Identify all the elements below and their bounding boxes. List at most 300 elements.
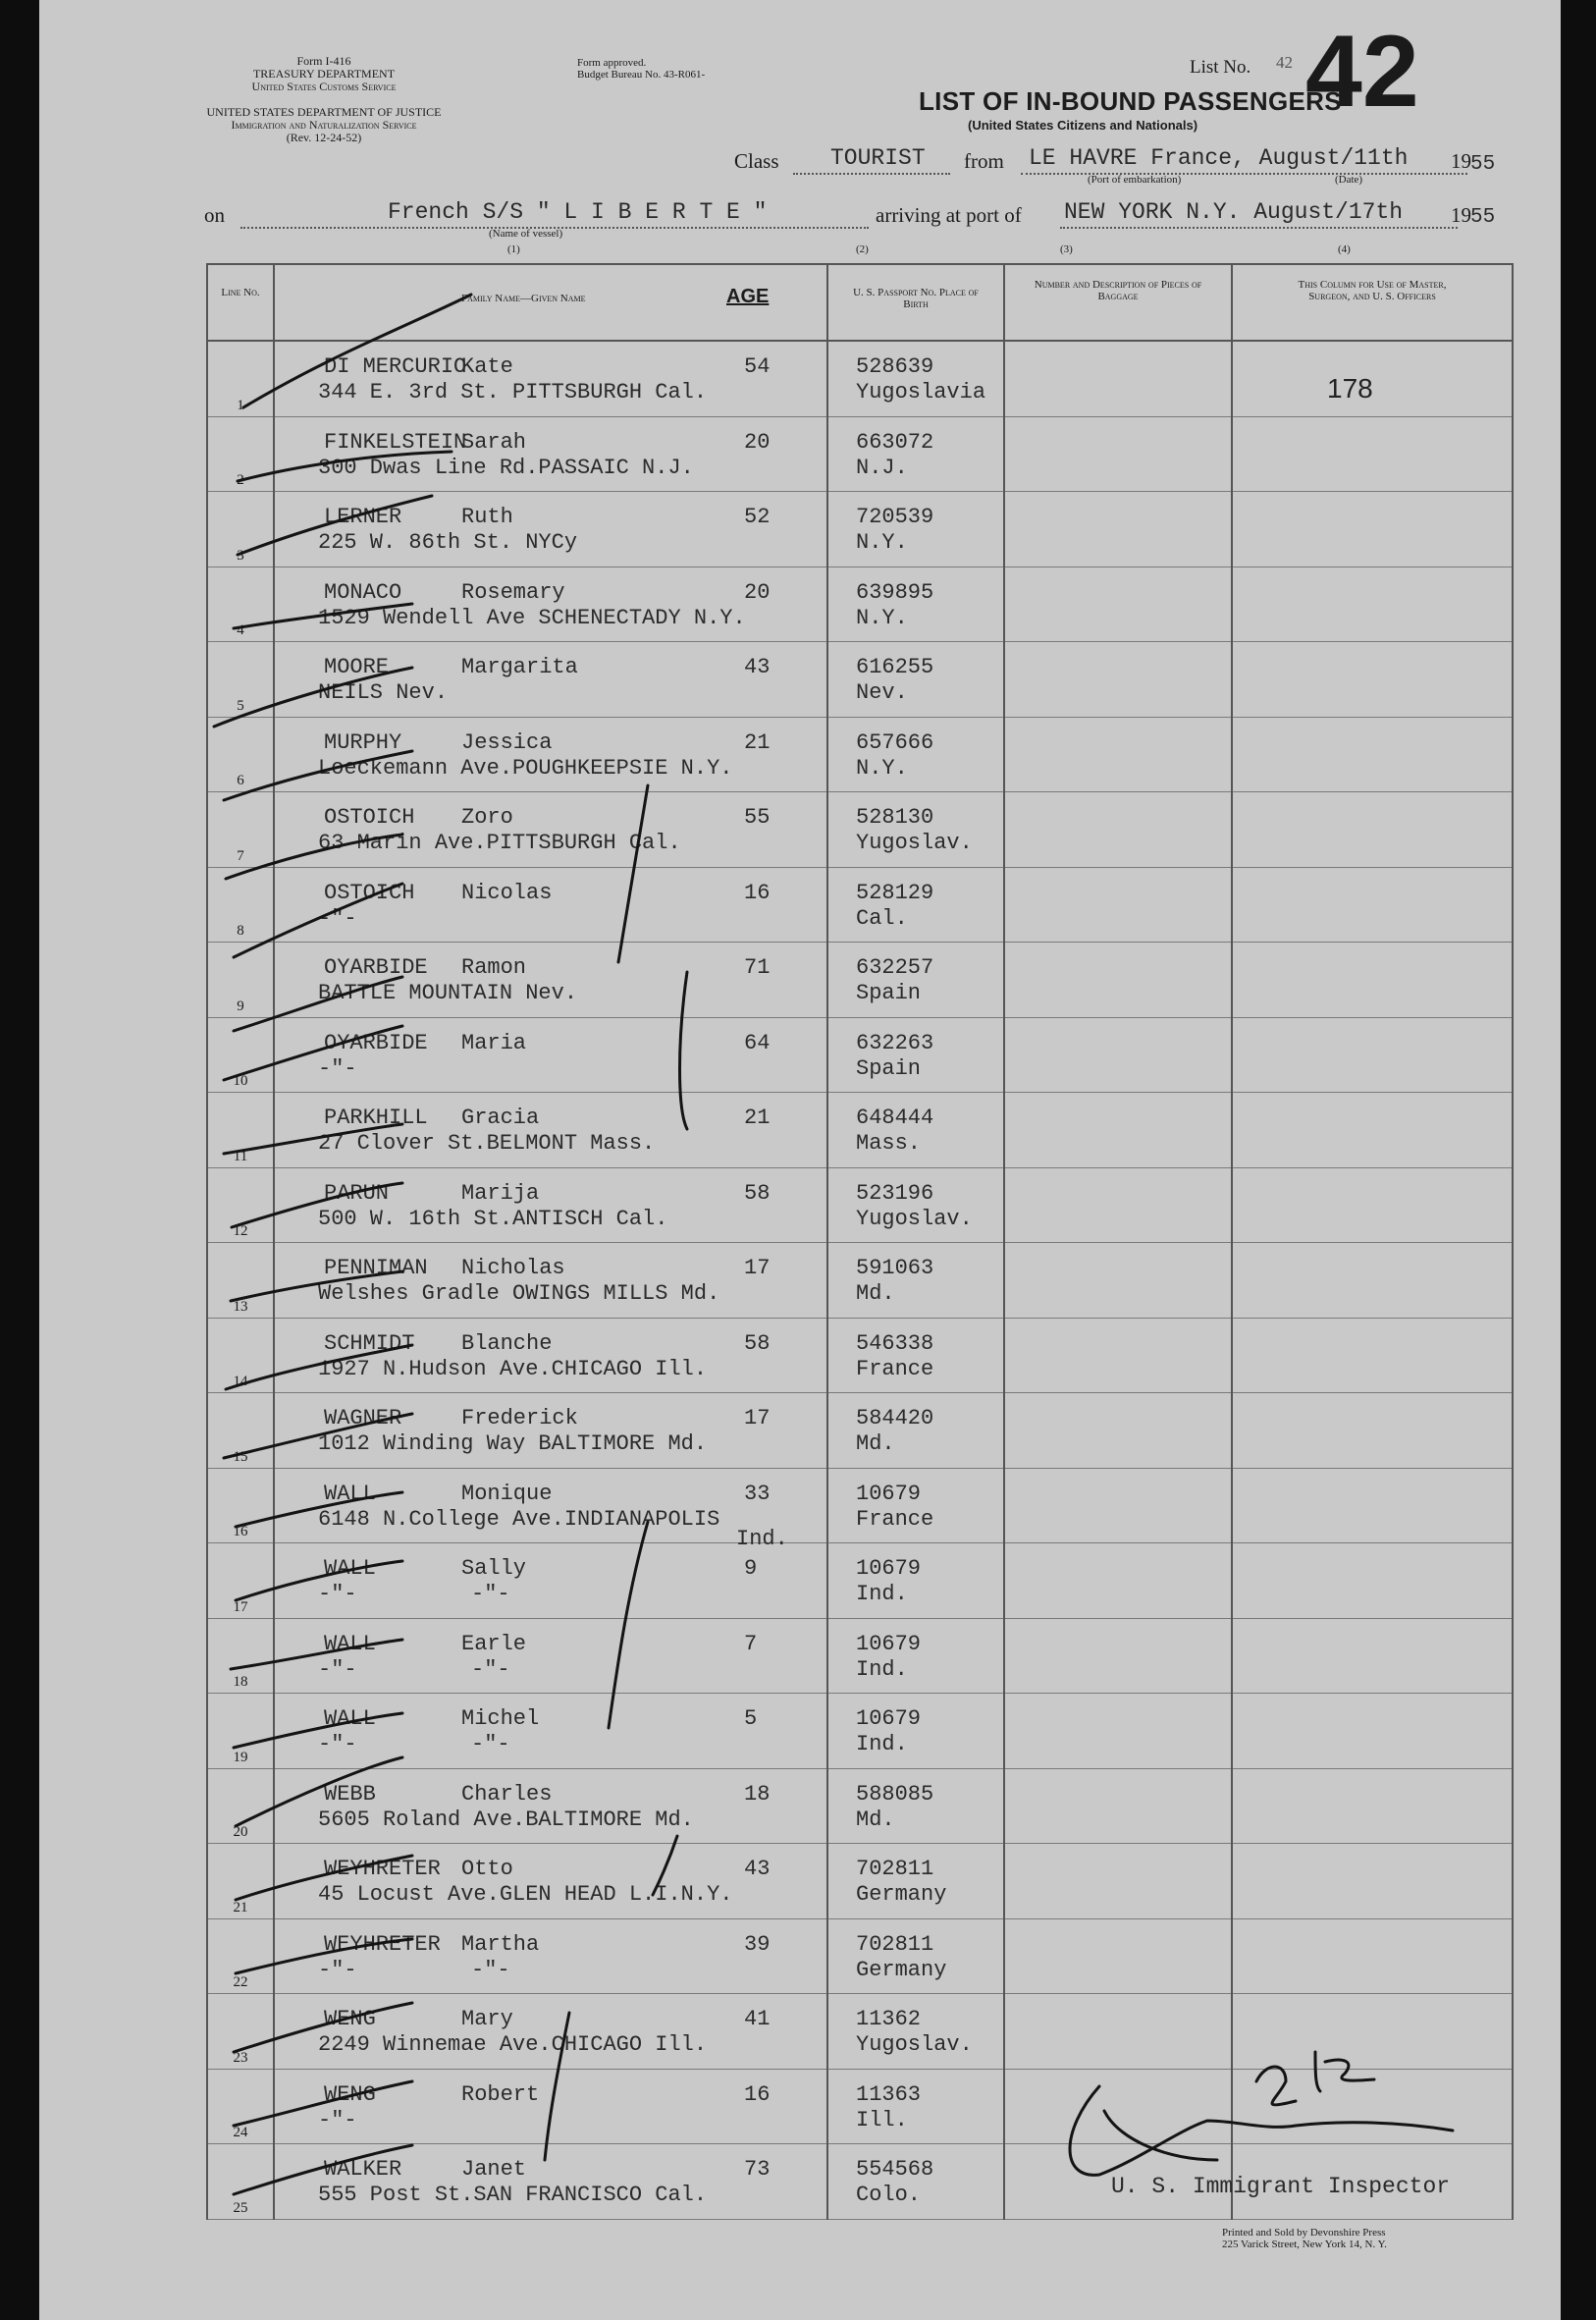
- baggage-cell: [1004, 416, 1232, 492]
- age: 43: [744, 655, 771, 679]
- date-note: (Date): [1335, 174, 1363, 186]
- age: 73: [744, 2157, 771, 2182]
- baggage-cell: [1004, 492, 1232, 567]
- form-number: Form I-416: [296, 54, 351, 68]
- table-row: [207, 1318, 1513, 1393]
- officers-cell: [1232, 1844, 1513, 1919]
- form-identifiers: [196, 55, 452, 93]
- table-row: [207, 1694, 1513, 1769]
- family-name: OYARBIDE: [324, 1030, 428, 1055]
- address: 45 Locust Ave.GLEN HEAD L.I.N.Y.: [318, 1882, 733, 1907]
- name-cell: [274, 1994, 827, 2070]
- page-subtitle: (United States Citizens and Nationals): [968, 118, 1198, 133]
- line-number: 23: [233, 2049, 248, 2066]
- address: -"-: [318, 905, 357, 931]
- passport-number: 528130: [856, 805, 934, 830]
- passport-number: 663072: [856, 429, 934, 455]
- place-of-birth: Ind.: [856, 1582, 908, 1606]
- family-name: WALKER: [324, 2157, 402, 2182]
- line-number: 4: [237, 622, 244, 638]
- line-number-cell: [207, 1918, 274, 1994]
- place-of-birth: Yugoslav.: [856, 831, 973, 855]
- inspector-title: U. S. Immigrant Inspector: [1111, 2174, 1451, 2199]
- year-value-2: 55: [1470, 206, 1496, 229]
- line-number-cell: [207, 867, 274, 943]
- passport-cell: [827, 2144, 1004, 2220]
- arrival-value: NEW YORK N.Y. August/17th: [1064, 199, 1404, 225]
- from-value: LE HAVRE France, August/11th: [1029, 145, 1409, 171]
- place-of-birth: Mass.: [856, 1131, 922, 1156]
- line-number: 3: [237, 547, 244, 564]
- officers-header-text: This Column for Use of Master, Surgeon, and U. S. Officers: [1298, 279, 1447, 302]
- given-name: Kate: [461, 354, 513, 379]
- passport-number: 528639: [856, 354, 934, 379]
- line-number: 14: [233, 1374, 248, 1389]
- name-cell: [274, 1768, 827, 1844]
- name-cell: [274, 642, 827, 718]
- place-of-birth: Md.: [856, 1431, 895, 1456]
- line-number-cell: [207, 1093, 274, 1168]
- port-embark-note: (Port of embarkation): [1088, 174, 1182, 186]
- baggage-cell: [1004, 341, 1232, 416]
- year-value-1: 55: [1470, 153, 1496, 176]
- officers-cell: [1232, 717, 1513, 792]
- passport-cell: [827, 2069, 1004, 2144]
- name-cell: [274, 1243, 827, 1319]
- family-name: PENNIMAN: [324, 1256, 428, 1280]
- line-number: 20: [233, 1824, 248, 1840]
- place-of-birth: N.Y.: [856, 530, 908, 555]
- passport-cell: [827, 492, 1004, 567]
- line-number: 9: [237, 998, 244, 1014]
- line-number: 24: [233, 2125, 248, 2140]
- age: 20: [744, 579, 771, 605]
- line-number-cell: [207, 416, 274, 492]
- address: 5605 Roland Ave.BALTIMORE Md.: [318, 1807, 694, 1832]
- list-no-label: List No.: [1190, 57, 1251, 78]
- line-number: 22: [233, 1974, 248, 1990]
- baggage-cell: [1004, 1844, 1232, 1919]
- line-number-cell: [207, 2069, 274, 2144]
- given-name: Rosemary: [461, 579, 565, 605]
- name-cell: [274, 492, 827, 567]
- family-name: WALL: [324, 1556, 376, 1581]
- passport-cell: [827, 792, 1004, 868]
- address: 225 W. 86th St. NYCy: [318, 530, 578, 555]
- address: 344 E. 3rd St. PITTSBURGH Cal.: [318, 380, 708, 405]
- passport-cell: [827, 1844, 1004, 1919]
- officers-cell: [1232, 1994, 1513, 2070]
- officers-cell: [1232, 642, 1513, 718]
- col4-number: (4): [1338, 243, 1351, 255]
- given-name: Nicolas: [461, 880, 553, 905]
- name-cell: [274, 2069, 827, 2144]
- name-cell: [274, 792, 827, 868]
- family-name: WALL: [324, 1481, 376, 1506]
- table-row: [207, 1093, 1513, 1168]
- age: 41: [744, 2007, 771, 2031]
- name-cell: [274, 1393, 827, 1469]
- line-number-cell: [207, 1543, 274, 1619]
- given-name: Frederick: [461, 1406, 578, 1430]
- address: 1927 N.Hudson Ave.CHICAGO Ill.: [318, 1356, 708, 1381]
- page-title: LIST OF IN-BOUND PASSENGERS: [919, 86, 1342, 116]
- name-cell: [274, 1618, 827, 1694]
- officers-cell: [1232, 1167, 1513, 1243]
- line-number: 13: [233, 1298, 248, 1315]
- address: Welshes Gradle OWINGS MILLS Md.: [318, 1281, 720, 1306]
- address-given-ditto: -"-: [471, 1582, 510, 1606]
- address: 1529 Wendell Ave SCHENECTADY N.Y.: [318, 605, 746, 630]
- given-name: Monique: [461, 1481, 553, 1506]
- given-name: Sally: [461, 1556, 527, 1581]
- given-name: Blanche: [461, 1330, 553, 1356]
- passport-header-text: U. S. Passport No. Place of Birth: [853, 287, 979, 310]
- table-row: [207, 1844, 1513, 1919]
- address: 500 W. 16th St.ANTISCH Cal.: [318, 1206, 668, 1231]
- age: 17: [744, 1256, 771, 1280]
- line-number: 17: [233, 1598, 248, 1615]
- passport-cell: [827, 1543, 1004, 1619]
- line-number-cell: [207, 1694, 274, 1769]
- line-number-cell: [207, 642, 274, 718]
- baggage-header-text: Number and Description of Pieces of Baggage: [1034, 279, 1202, 302]
- approval-text: Form approved.: [577, 57, 647, 69]
- address: -"-: [318, 1656, 357, 1682]
- line-number-cell: [207, 2144, 274, 2220]
- address: NEILS Nev.: [318, 680, 449, 705]
- officers-cell: [1232, 2069, 1513, 2144]
- given-name: Mary: [461, 2007, 513, 2031]
- printer-line-2: 225 Varick Street, New York 14, N. Y.: [1222, 2239, 1387, 2250]
- place-of-birth: N.Y.: [856, 605, 908, 630]
- budget-bureau-text: Budget Bureau No. 43-R061-: [577, 69, 706, 81]
- table-row: [207, 1768, 1513, 1844]
- address: 27 Clover St.BELMONT Mass.: [318, 1131, 656, 1156]
- passport-cell: [827, 1618, 1004, 1694]
- name-cell: [274, 567, 827, 642]
- line-number: 11: [233, 1148, 248, 1164]
- line-number-cell: [207, 1618, 274, 1694]
- line-number-cell: [207, 1318, 274, 1393]
- on-label: on: [204, 203, 225, 227]
- list-number: 42: [1305, 15, 1419, 129]
- name-cell: [274, 1093, 827, 1168]
- table-row: [207, 1243, 1513, 1319]
- line-number: 5: [237, 697, 244, 714]
- name-cell: [274, 1468, 827, 1551]
- place-of-birth: Md.: [856, 1281, 895, 1306]
- line-number: 1: [237, 397, 244, 413]
- name-cell: [274, 1844, 827, 1919]
- place-of-birth: N.J.: [856, 455, 908, 480]
- baggage-cell: [1004, 717, 1232, 792]
- address: 1012 Winding Way BALTIMORE Md.: [318, 1431, 708, 1456]
- col-header-baggage: [1004, 264, 1232, 341]
- line-number: 15: [233, 1448, 248, 1465]
- baggage-cell: [1004, 642, 1232, 718]
- col-header-officers: [1232, 264, 1513, 341]
- table-row: [207, 1017, 1513, 1093]
- passport-cell: [827, 1318, 1004, 1393]
- given-name: Ramon: [461, 955, 527, 980]
- given-name: Martha: [461, 1931, 540, 1957]
- age: 43: [744, 1857, 771, 1881]
- passport-cell: [827, 341, 1004, 416]
- family-name: WENG: [324, 2007, 376, 2031]
- given-name: Charles: [461, 1781, 553, 1807]
- place-of-birth: Md.: [856, 1807, 895, 1832]
- printer-line-1: Printed and Sold by Devonshire Press: [1222, 2227, 1386, 2239]
- family-name: DI MERCURIO: [324, 354, 467, 379]
- line-number: 8: [237, 923, 244, 939]
- line-number-cell: [207, 341, 274, 416]
- officers-cell: [1232, 1543, 1513, 1619]
- line-number-cell: [207, 1468, 274, 1543]
- age: 39: [744, 1931, 771, 1957]
- baggage-cell: [1004, 1543, 1232, 1619]
- age: 33: [744, 1481, 771, 1506]
- class-value: TOURIST: [830, 145, 926, 171]
- address: 6148 N.College Ave.INDIANAPOLIS: [318, 1506, 720, 1532]
- officers-cell: [1232, 943, 1513, 1018]
- place-of-birth: Ill.: [856, 2107, 908, 2132]
- officers-cell: [1232, 1017, 1513, 1093]
- table-row: [207, 1468, 1513, 1543]
- list-no-small: 42: [1276, 53, 1293, 72]
- given-name: Marija: [461, 1180, 540, 1206]
- address-given-ditto: -"-: [471, 1957, 510, 1982]
- address: 2249 Winnemae Ave.CHICAGO Ill.: [318, 2032, 708, 2057]
- family-name: PARKHILL: [324, 1106, 428, 1130]
- passport-cell: [827, 1093, 1004, 1168]
- passport-number: 10679: [856, 1631, 922, 1656]
- age: 7: [744, 1631, 758, 1656]
- place-of-birth: Yugoslav.: [856, 1206, 973, 1231]
- given-name: Sarah: [461, 429, 527, 455]
- age: 16: [744, 880, 771, 905]
- table-row: [207, 792, 1513, 868]
- table-row: [207, 341, 1513, 416]
- family-name: OSTOICH: [324, 880, 415, 905]
- line-number-cell: [207, 1768, 274, 1844]
- table-row: [207, 1543, 1513, 1619]
- age: 17: [744, 1406, 771, 1430]
- baggage-cell: [1004, 2069, 1232, 2144]
- age-header-text: AGE: [726, 286, 770, 307]
- name-cell: [274, 1918, 827, 1994]
- place-of-birth: N.Y.: [856, 755, 908, 781]
- place-of-birth: Cal.: [856, 905, 908, 931]
- passport-number: 10679: [856, 1481, 922, 1506]
- given-name: Janet: [461, 2157, 527, 2182]
- family-name: SCHMIDT: [324, 1330, 415, 1356]
- passport-number: 11363: [856, 2081, 922, 2107]
- family-name: MOORE: [324, 655, 390, 679]
- address: 300 Dwas Line Rd.PASSAIC N.J.: [318, 455, 694, 480]
- family-name: WALL: [324, 1706, 376, 1731]
- baggage-cell: [1004, 792, 1232, 868]
- line-number: 12: [233, 1223, 248, 1239]
- name-cell: [274, 1318, 827, 1393]
- age: 55: [744, 805, 771, 830]
- family-name: OSTOICH: [324, 805, 415, 830]
- officers-cell: [1232, 567, 1513, 642]
- baggage-cell: [1004, 1768, 1232, 1844]
- family-name: WEYHRETER: [324, 1857, 441, 1881]
- name-cell: [274, 1694, 827, 1769]
- passport-number: 639895: [856, 579, 934, 605]
- baggage-cell: [1004, 1618, 1232, 1694]
- place-of-birth: Germany: [856, 1957, 947, 1982]
- given-name: Otto: [461, 1857, 513, 1881]
- from-label: from: [964, 149, 1004, 173]
- revision-date: (Rev. 12-24-52): [286, 131, 362, 144]
- passport-number: 702811: [856, 1857, 934, 1881]
- line-number: 7: [237, 847, 244, 864]
- age: 71: [744, 955, 771, 980]
- passport-cell: [827, 1167, 1004, 1243]
- baggage-cell: [1004, 867, 1232, 943]
- age: 20: [744, 429, 771, 455]
- line-number: 16: [233, 1524, 248, 1539]
- place-of-birth: Yugoslav.: [856, 2032, 973, 2057]
- passport-cell: [827, 717, 1004, 792]
- given-name: Robert: [461, 2081, 540, 2107]
- age: 54: [744, 354, 771, 379]
- passport-number: 616255: [856, 655, 934, 679]
- officers-cell: [1232, 492, 1513, 567]
- table-header-row: [207, 264, 1513, 341]
- passport-cell: [827, 1468, 1004, 1543]
- arriving-label: arriving at port of: [876, 203, 1022, 227]
- age: 9: [744, 1556, 758, 1581]
- baggage-cell: [1004, 1167, 1232, 1243]
- passport-cell: [827, 642, 1004, 718]
- age: 5: [744, 1706, 758, 1731]
- passport-cell: [827, 1393, 1004, 1469]
- age: 18: [744, 1781, 771, 1807]
- baggage-cell: [1004, 1318, 1232, 1393]
- year-label-1: 19: [1451, 149, 1471, 173]
- line-number-cell: [207, 717, 274, 792]
- passport-number: 11362: [856, 2007, 922, 2031]
- passport-cell: [827, 1918, 1004, 1994]
- table-row: [207, 492, 1513, 567]
- class-label: Class: [734, 149, 779, 173]
- line-number: 21: [233, 1899, 248, 1915]
- address: Loeckemann Ave.POUGHKEEPSIE N.Y.: [318, 755, 733, 781]
- table-row: [207, 567, 1513, 642]
- address: 555 Post St.SAN FRANCISCO Cal.: [318, 2183, 708, 2207]
- baggage-cell: [1004, 943, 1232, 1018]
- age: 16: [744, 2081, 771, 2107]
- table-row: [207, 1167, 1513, 1243]
- passenger-table: [206, 263, 1514, 2220]
- given-name: Earle: [461, 1631, 527, 1656]
- officers-cell: [1232, 416, 1513, 492]
- age: 58: [744, 1330, 771, 1356]
- baggage-cell: [1004, 1017, 1232, 1093]
- line-number: 10: [233, 1073, 248, 1089]
- address-given-ditto: -"-: [471, 1732, 510, 1756]
- family-name: WAGNER: [324, 1406, 402, 1430]
- officers-cell: [1232, 1318, 1513, 1393]
- table-row: [207, 943, 1513, 1018]
- officers-cell: [1232, 1393, 1513, 1469]
- baggage-cell: [1004, 1994, 1232, 2070]
- arrival-field: [1060, 201, 1458, 229]
- given-name: Nicholas: [461, 1256, 565, 1280]
- line-number: 25: [233, 2199, 248, 2216]
- address-given-ditto: -"-: [471, 1656, 510, 1682]
- address: BATTLE MOUNTAIN Nev.: [318, 981, 578, 1005]
- family-name: MONACO: [324, 579, 402, 605]
- name-header-text: Family Name—Given Name: [461, 293, 586, 304]
- dept-customs: United States Customs Service: [251, 80, 397, 93]
- from-field: [1021, 147, 1467, 175]
- name-cell: [274, 1017, 827, 1093]
- place-of-birth: Ind.: [856, 1732, 908, 1756]
- line-number-cell: [207, 792, 274, 868]
- address: 63 Marin Ave.PITTSBURGH Cal.: [318, 831, 681, 855]
- passport-number: 10679: [856, 1706, 922, 1731]
- line-number-cell: [207, 1844, 274, 1919]
- family-name: PARUN: [324, 1180, 390, 1206]
- col1-number: (1): [507, 243, 520, 255]
- baggage-cell: [1004, 1918, 1232, 1994]
- line-number-cell: [207, 943, 274, 1018]
- family-name: WENG: [324, 2081, 376, 2107]
- passport-number: 584420: [856, 1406, 934, 1430]
- baggage-cell: [1004, 567, 1232, 642]
- passport-cell: [827, 1017, 1004, 1093]
- given-name: Ruth: [461, 505, 513, 529]
- line-number-cell: [207, 1994, 274, 2070]
- vessel-field: [240, 201, 869, 229]
- line-number: 6: [237, 773, 244, 788]
- passport-number: 720539: [856, 505, 934, 529]
- passport-number: 648444: [856, 1106, 934, 1130]
- family-name: MURPHY: [324, 729, 402, 755]
- passport-cell: [827, 1243, 1004, 1319]
- table-row: [207, 1994, 1513, 2070]
- place-of-birth: Nev.: [856, 680, 908, 705]
- name-cell: [274, 341, 827, 416]
- passport-cell: [827, 943, 1004, 1018]
- address: -"-: [318, 2107, 357, 2132]
- age: 21: [744, 729, 771, 755]
- passport-cell: [827, 1768, 1004, 1844]
- name-cell: [274, 2144, 827, 2220]
- baggage-cell: [1004, 1393, 1232, 1469]
- table-row: [207, 1918, 1513, 1994]
- place-of-birth: France: [856, 1356, 934, 1381]
- baggage-cell: [1004, 1468, 1232, 1543]
- passport-number: 528129: [856, 880, 934, 905]
- vessel-value: French S/S " L I B E R T E ": [388, 199, 768, 225]
- line-number-cell: [207, 492, 274, 567]
- line-number-cell: [207, 567, 274, 642]
- officers-cell: [1232, 1918, 1513, 1994]
- family-name: WEBB: [324, 1781, 376, 1807]
- budget-approval: [577, 57, 705, 81]
- place-of-birth: Yugoslavia: [856, 380, 986, 405]
- line-number-cell: [207, 1167, 274, 1243]
- given-name: Jessica: [461, 729, 553, 755]
- name-cell: [274, 943, 827, 1018]
- place-of-birth: Spain: [856, 1055, 922, 1081]
